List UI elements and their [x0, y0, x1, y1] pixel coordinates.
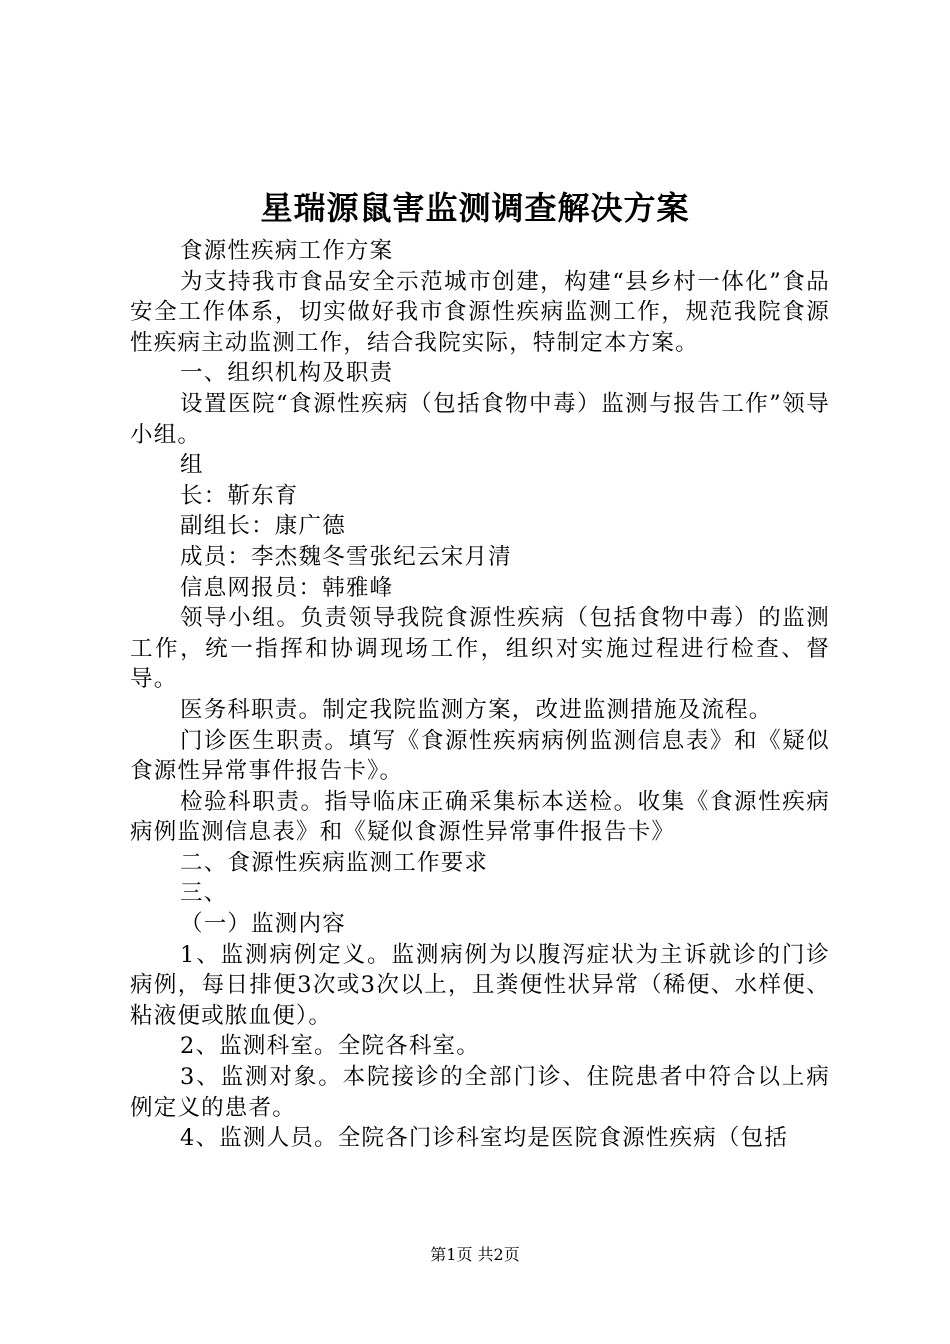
- paragraph: 设置医院“食源性疾病（包括食物中毒）监测与报告工作”领导小组。: [130, 390, 830, 448]
- document-title: 星瑞源鼠害监测调查解决方案: [260, 189, 690, 227]
- paragraph: 食源性疾病工作方案: [180, 238, 394, 264]
- paragraph: 成员：李杰魏冬雪张纪云宋月清: [180, 543, 512, 570]
- paragraph: 副组长：康广德: [180, 513, 346, 540]
- page-number-footer: 第1页 共2页: [430, 1245, 520, 1264]
- paragraph: 信息网报员：韩雅峰: [180, 574, 394, 601]
- subsection-heading: （一）监测内容: [180, 911, 346, 938]
- paragraph: 门诊医生职责。填写《食源性疾病病例监测信息表》和《疑似食源性异常事件报告卡》。: [130, 727, 830, 785]
- paragraph: 组: [180, 452, 204, 479]
- paragraph: 2、监测科室。全院各科室。: [180, 1033, 480, 1060]
- document-body: [130, 236, 830, 1154]
- paragraph: 3、监测对象。本院接诊的全部门诊、住院患者中符合以上病例定义的患者。: [130, 1064, 830, 1121]
- paragraph: 医务科职责。制定我院监测方案，改进监测措施及流程。: [180, 696, 773, 723]
- paragraph: 长：靳东育: [180, 482, 299, 509]
- paragraph: 4、监测人员。全院各门诊科室均是医院食源性疾病（包括: [180, 1125, 789, 1152]
- paragraph: 检验科职责。指导临床正确采集标本送检。收集《食源性疾病病例监测信息表》和《疑似食源性异常事件报告卡》: [130, 788, 830, 846]
- paragraph: 1、监测病例定义。监测病例为以腹泻症状为主诉就诊的门诊病例，每日排便3次或3次以上，且粪便性状异常（稀便、水样便、粘液便或脓血便）。: [130, 941, 830, 1029]
- paragraph: 为支持我市食品安全示范城市创建，构建“县乡村一体化”食品安全工作体系，切实做好我市食源性疾病监测工作，规范我院食源性疾病主动监测工作，结合我院实际，特制定本方案。: [130, 268, 830, 356]
- paragraph: 领导小组。负责领导我院食源性疾病（包括食物中毒）的监测工作，统一指挥和协调现场工作，组织对实施过程进行检查、督导。: [130, 605, 830, 693]
- section-heading: 一、组织机构及职责: [180, 360, 394, 387]
- section-heading: 二、食源性疾病监测工作要求: [180, 849, 489, 876]
- section-heading: 三、: [180, 880, 228, 907]
